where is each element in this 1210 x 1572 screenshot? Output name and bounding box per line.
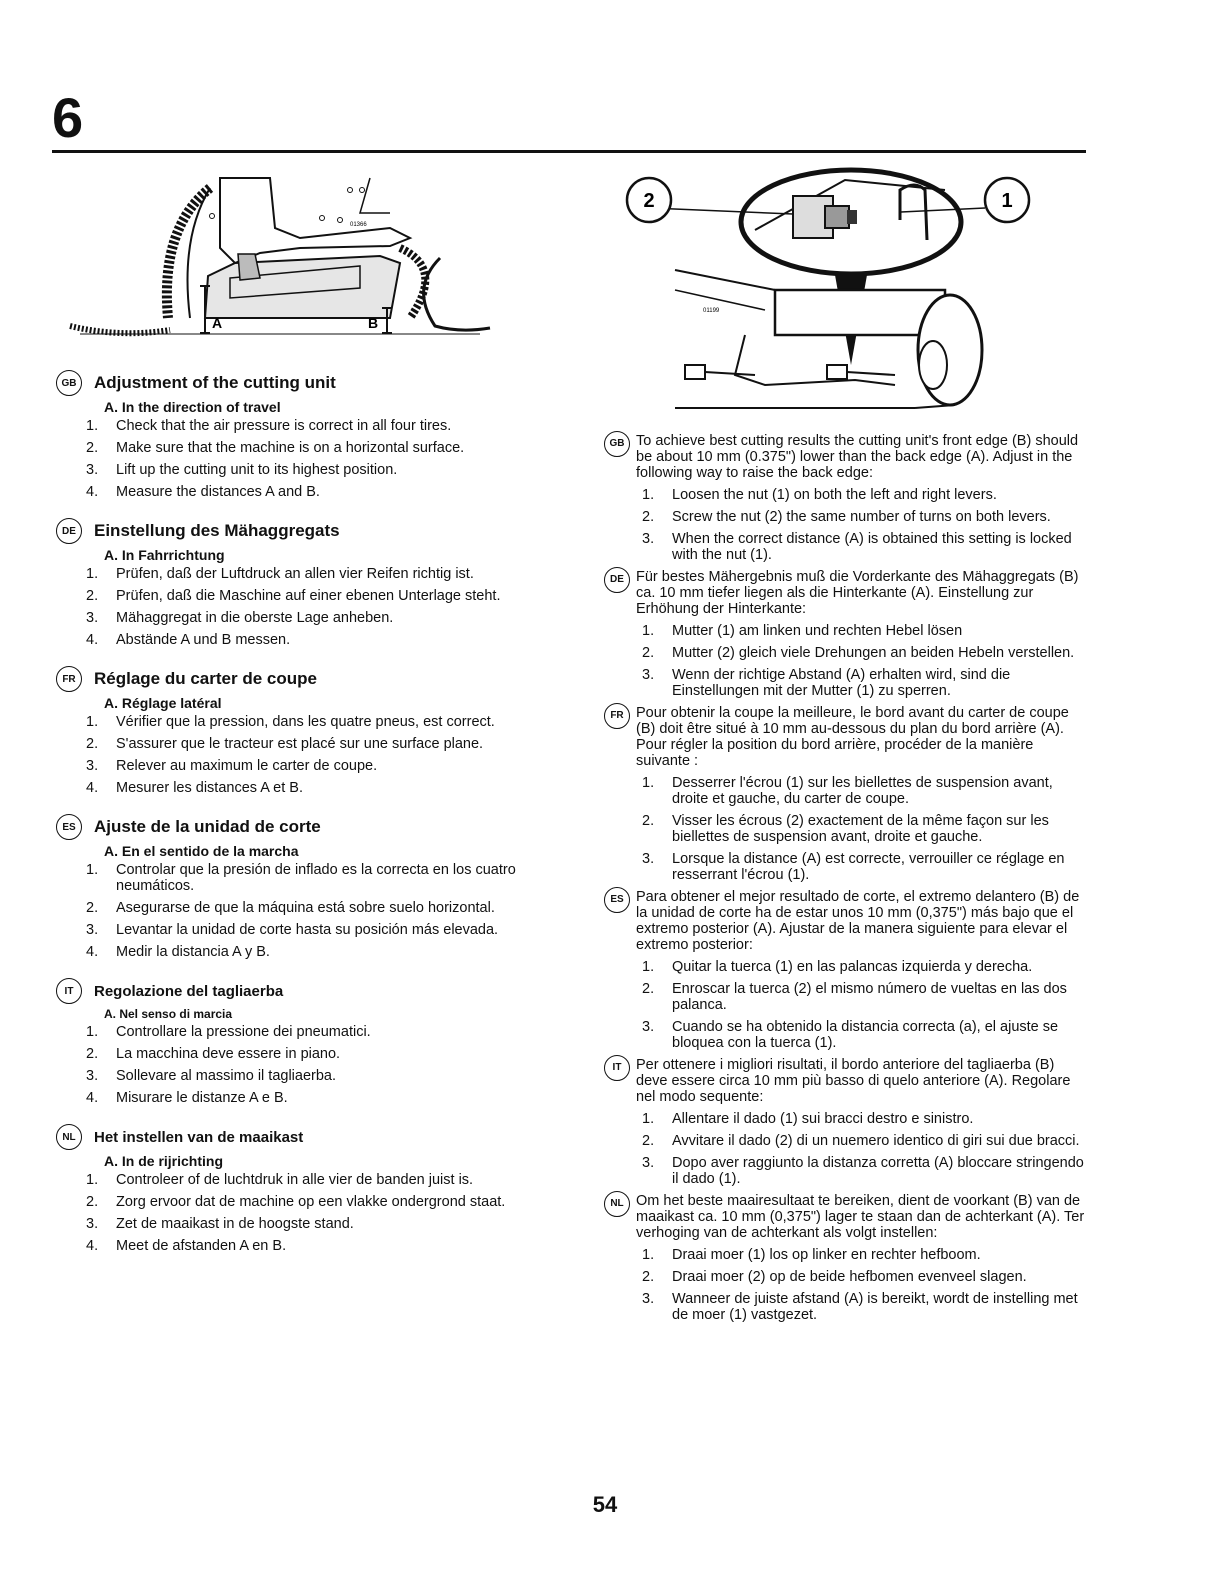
language-badge-it: IT (56, 978, 82, 1004)
step: 1. Allentare il dado (1) sui bracci destro e sinistro. (642, 1111, 974, 1127)
step: 3. When the correct distance (A) is obtained this setting is locked with the nut (1). (642, 531, 1072, 563)
step: 2. Make sure that the machine is on a horizontal surface. (86, 440, 465, 456)
figure-label-a: A (212, 315, 223, 331)
step: 2. Prüfen, daß die Maschine auf einer ebenen Unterlage steht. (86, 588, 501, 604)
right-column (604, 433, 1086, 1329)
step: 4. Medir la distancia A y B. (86, 944, 270, 960)
step: 1. Desserrer l'écrou (1) sur les biellettes de suspension avant, droite et gauche, du carter de coupe. (642, 775, 1053, 807)
section-title: Regolazione del tagliaerba (94, 982, 284, 1000)
step: 1. Mutter (1) am linken und rechten Hebel lösen (642, 623, 963, 639)
language-badge-es: ES (56, 814, 82, 840)
figure-lever-detail (615, 160, 1090, 415)
section-fr-adjust (604, 705, 1086, 883)
section-es-adjust (604, 889, 1086, 1051)
step: 3. Dopo aver raggiunto la distanza corretta (A) bloccare stringendo il dado (1). (642, 1155, 1084, 1187)
intro-paragraph: NL Om het beste maairesultaat te bereiken, dient de voorkant (B) van de maaikast ca. 10 mm (0,375") lager te staan dan de achterkant (A). Ter verhoging van de achterkant als volgt instellen: (604, 1193, 1086, 1241)
step: 2. Visser les écrous (2) exactement de la même façon sur les biellettes de suspension avant, droite et gauche. (642, 813, 1049, 845)
section-de (56, 518, 546, 648)
language-badge-nl: NL (56, 1124, 82, 1150)
section-de-adjust (604, 569, 1086, 699)
step: 1. Loosen the nut (1) on both the left and right levers. (642, 487, 997, 503)
section-gb (56, 370, 546, 500)
section-gb-adjust (604, 433, 1086, 563)
language-badge-fr: FR (56, 666, 82, 692)
step: 3. Sollevare al massimo il tagliaerba. (86, 1068, 337, 1084)
figure-deck-side (60, 168, 500, 348)
section-nl-adjust (604, 1193, 1086, 1323)
step: 3. Cuando se ha obtenido la distancia correcta (a), el ajuste se bloquea con la tuerca (1). (642, 1019, 1059, 1051)
section-it-adjust (604, 1057, 1086, 1187)
step: 2. Avvitare il dado (2) di un nuemero identico di giri sui due bracci. (642, 1133, 1080, 1149)
step: 3. Lorsque la distance (A) est correcte, verrouiller ce réglage en resserrant l'écrou (1). (642, 851, 1065, 883)
step: 1. Draai moer (1) los op linker en rechter hefboom. (642, 1247, 981, 1263)
step: 1. Quitar la tuerca (1) en las palancas izquierda y derecha. (642, 959, 1033, 975)
step: 1. Vérifier que la pression, dans les quatre pneus, est correct. (86, 714, 495, 730)
step: 2. Asegurarse de que la máquina está sobre suelo horizontal. (86, 900, 495, 916)
step: 2. Screw the nut (2) the same number of turns on both levers. (642, 509, 1051, 525)
figure-code: 01366 (350, 222, 367, 228)
step: 2. Draai moer (2) op de beide hefbomen evenveel slagen. (642, 1269, 1027, 1285)
step: 1. Prüfen, daß der Luftdruck an allen vier Reifen richtig ist. (86, 566, 474, 582)
section-title: Het instellen van de maaikast (94, 1128, 304, 1146)
intro-paragraph: GB To achieve best cutting results the cutting unit's front edge (B) should be about 10 mm (0.375") lower than the back edge (A). Adjust in the following way to raise the back edge: (604, 433, 1086, 481)
figure-label-b: B (368, 315, 379, 331)
step: 4. Meet de afstanden A en B. (86, 1238, 287, 1254)
language-badge-gb: GB (56, 370, 82, 396)
callout-2: 2 (643, 190, 655, 212)
section-subtitle: A. En el sentido de la marcha (104, 843, 299, 859)
page-number: 54 (592, 1492, 618, 1517)
step: 4. Misurare le distanze A e B. (86, 1090, 288, 1106)
step: 4. Mesurer les distances A et B. (86, 780, 303, 796)
step: 4. Measure the distances A and B. (86, 484, 320, 500)
step: 3. Lift up the cutting unit to its highest position. (86, 462, 398, 478)
step: 3. Zet de maaikast in de hoogste stand. (86, 1216, 354, 1232)
step: 3. Wenn der richtige Abstand (A) erhalten wird, sind die Einstellungen mit der Mutter (1) zu sperren. (642, 667, 1011, 699)
section-subtitle: A. Nel senso di marcia (104, 1007, 233, 1021)
step: 2. Enroscar la tuerca (2) el mismo número de vueltas en las dos palanca. (642, 981, 1067, 1013)
section-title: Ajuste de la unidad de corte (94, 817, 321, 836)
step: 1. Controleer of de luchtdruk in alle vier de banden juist is. (86, 1172, 474, 1188)
step: 2. Mutter (2) gleich viele Drehungen an beiden Hebeln verstellen. (642, 645, 1075, 661)
section-fr (56, 666, 546, 796)
language-badge-it: IT (604, 1055, 630, 1081)
figure-code: 01199 (703, 308, 720, 314)
intro-paragraph: DE Für bestes Mähergebnis muß die Vorderkante des Mähaggregats (B) ca. 10 mm tiefer liegen als die Hinterkante (A). Einstellung zur Erhöhung der Hinterkante: (604, 569, 1086, 617)
step: 4. Abstände A und B messen. (86, 632, 291, 648)
step: 2. La macchina deve essere in piano. (86, 1046, 341, 1062)
step: 2. S'assurer que le tracteur est placé sur une surface plane. (86, 736, 484, 752)
language-badge-nl: NL (604, 1191, 630, 1217)
header-rule (52, 150, 1086, 153)
section-title: Einstellung des Mähaggregats (94, 521, 340, 540)
section-es (56, 814, 546, 960)
section-subtitle: A. Réglage latéral (104, 695, 222, 711)
section-it (56, 978, 546, 1106)
step: 1. Controllare la pressione dei pneumatici. (86, 1024, 371, 1040)
section-subtitle: A. In the direction of travel (104, 399, 281, 415)
step: 3. Mähaggregat in die oberste Lage anheben. (86, 610, 394, 626)
language-badge-gb: GB (604, 431, 630, 457)
intro-paragraph: FR Pour obtenir la coupe la meilleure, le bord avant du carter de coupe (B) doit être situé à 10 mm au-dessous du plan du bord arrière (A). Pour régler la position du bord arrière, procéder de la manière suivante : (604, 705, 1086, 769)
chapter-number: 6 (52, 86, 84, 149)
section-title: Adjustment of the cutting unit (94, 373, 336, 392)
intro-paragraph: IT Per ottenere i migliori risultati, il bordo anteriore del tagliaerba (B) deve essere circa 10 mm più basso di quelo anteriore (A). Regolare nel modo sequente: (604, 1057, 1086, 1105)
language-badge-de: DE (604, 567, 630, 593)
step: 3. Wanneer de juiste afstand (A) is bereikt, wordt de instelling met de moer (1) vastgezet. (642, 1291, 1078, 1323)
section-title: Réglage du carter de coupe (94, 669, 317, 688)
step: 1. Check that the air pressure is correct in all four tires. (86, 418, 452, 434)
left-column (56, 370, 546, 1272)
intro-paragraph: ES Para obtener el mejor resultado de corte, el extremo delantero (B) de la unidad de corte ha de estar unos 10 mm (0,375") más bajo que el extremo posterior (A). Ajustar de la manera siguiente para elevar el extremo posterior: (604, 889, 1086, 953)
step: 1. Controlar que la presión de inflado es la correcta en los cuatro neumáticos. (86, 862, 516, 894)
section-nl (56, 1124, 546, 1254)
section-subtitle: A. In Fahrrichtung (104, 547, 225, 563)
language-badge-es: ES (604, 887, 630, 913)
step: 3. Levantar la unidad de corte hasta su posición más elevada. (86, 922, 499, 938)
language-badge-fr: FR (604, 703, 630, 729)
step: 2. Zorg ervoor dat de machine op een vlakke ondergrond staat. (86, 1194, 506, 1210)
step: 3. Relever au maximum le carter de coupe. (86, 758, 378, 774)
callout-1: 1 (1001, 190, 1013, 212)
language-badge-de: DE (56, 518, 82, 544)
section-subtitle: A. In de rijrichting (104, 1153, 224, 1169)
